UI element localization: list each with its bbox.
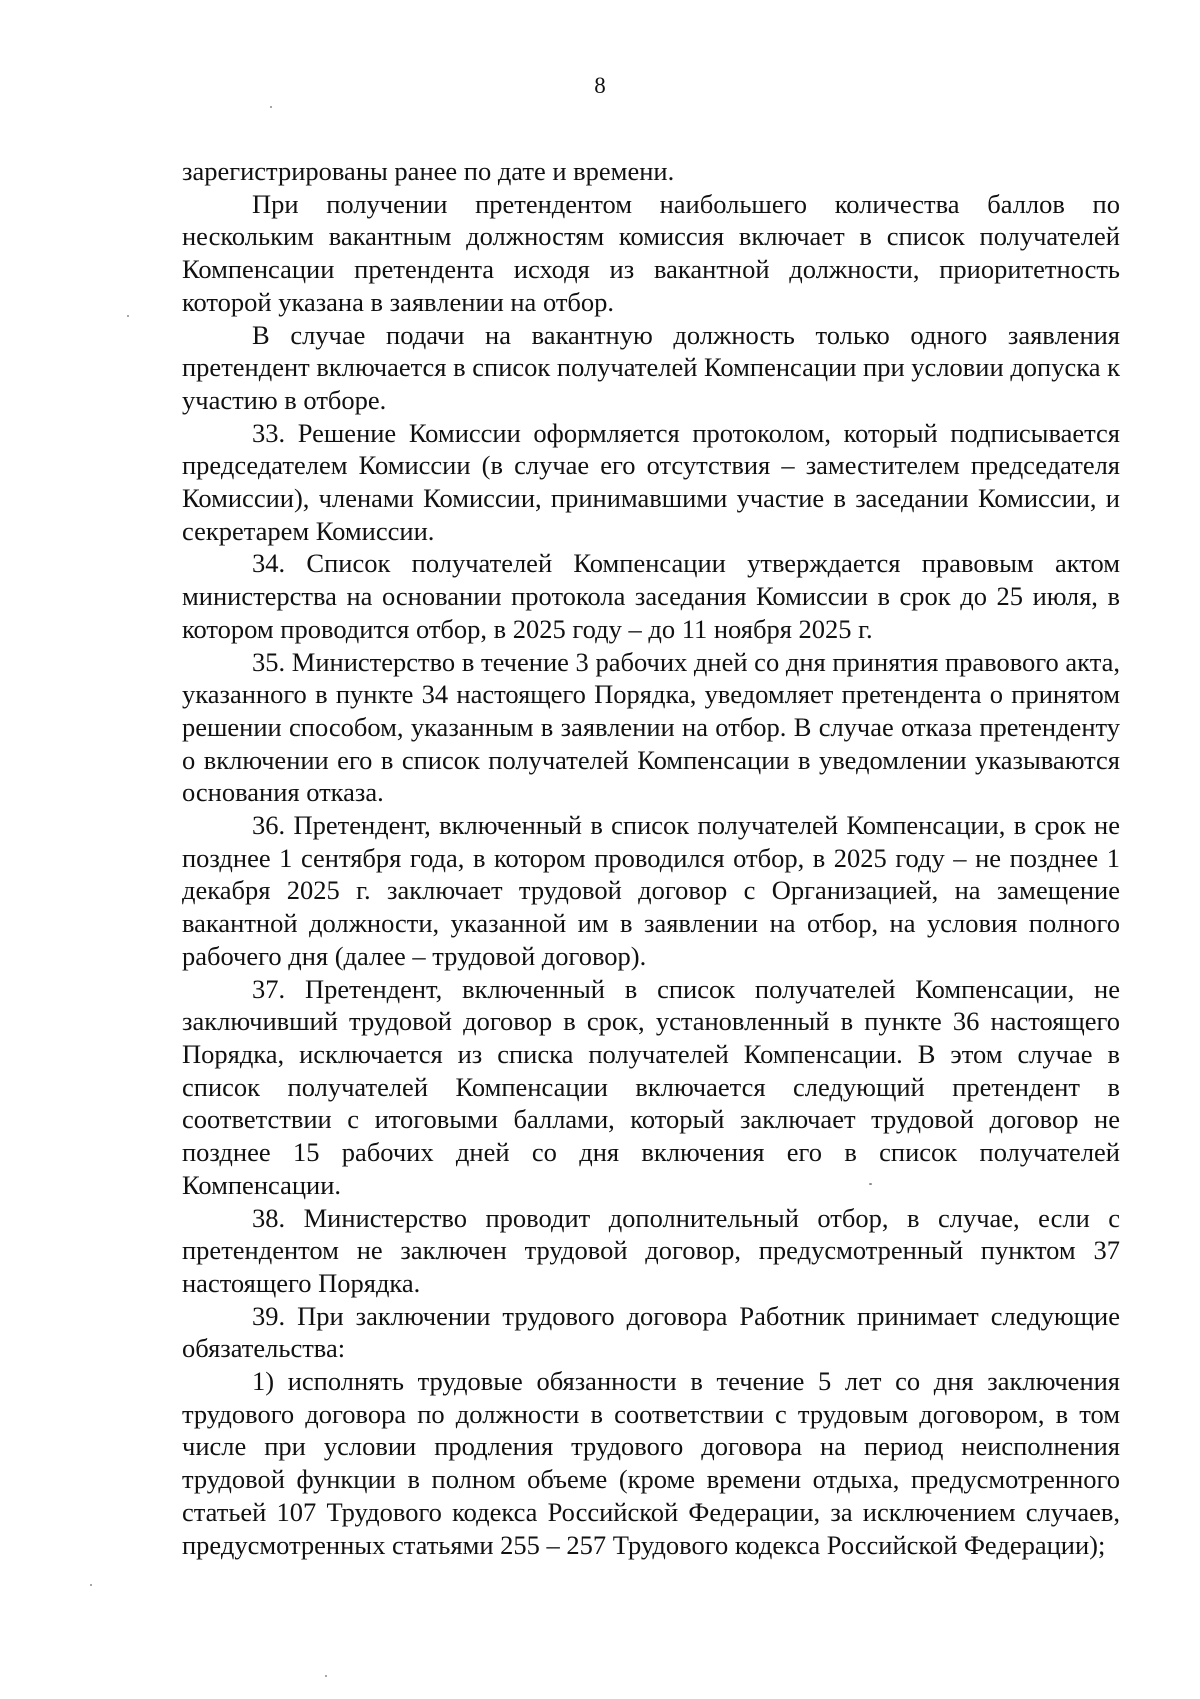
paragraph-item-39: 39. При заключении трудового договора Работник принимает следующие обязательства: — [182, 1300, 1120, 1364]
page-number: 8 — [594, 73, 606, 98]
paragraph-item-35: 35. Министерство в течение 3 рабочих дней со дня принятия правового акта, указанного в пункте 34 настоящего Порядка, уведомляет претендента о принятом решении способом, указанным в заявлении на отбор. В случае отказа претенденту о включении его в список получателей Компенсации в уведомлении указываются основания отказа. — [182, 646, 1120, 808]
paragraph-item-34: 34. Список получателей Компенсации утверждается правовым актом министерства на основании протокола заседания Комиссии в срок до 25 июля, в котором проводится отбор, в 2025 году – до 11 ноября 2025 г. — [182, 548, 1120, 644]
scan-speck — [270, 106, 272, 108]
document-body — [182, 155, 1120, 1561]
scan-speck — [90, 1584, 92, 1586]
paragraph-obligation-1: 1) исполнять трудовые обязанности в течение 5 лет со дня заключения трудового договора по должности в соответствии с трудовым договором, в том числе при условии продления трудового договора на период неисполнения трудовой функции в полном объеме (кроме времени отдыха, предусмотренного статьей 107 Трудового кодекса Российской Федерации, за исключением случаев, предусмотренных статьями 255 – 257 Трудового кодекса Российской Федерации); — [182, 1366, 1120, 1560]
scan-speck — [869, 1183, 872, 1185]
scan-speck — [127, 315, 129, 317]
scan-speck — [325, 1675, 327, 1677]
paragraph-continuation: зарегистрированы ранее по дате и времени. — [182, 156, 675, 186]
paragraph-priority-rule: При получении претендентом наибольшего количества баллов по нескольким вакантным должностям комиссия включает в список получателей Компенсации претендента исходя из вакантной должности, приоритетность которой указана в заявлении на отбор. — [182, 188, 1120, 317]
paragraph-item-33: 33. Решение Комиссии оформляется протоколом, который подписывается председателем Комиссии (в случае его отсутствия – заместителем председателя Комиссии), членами Комиссии, принимавшими участие в заседании Комиссии, и секретарем Комиссии. — [182, 417, 1120, 546]
paragraph-item-36: 36. Претендент, включенный в список получателей Компенсации, в срок не позднее 1 сентября года, в котором проводился отбор, в 2025 году – не позднее 1 декабря 2025 г. заключает трудовой договор с Организацией, на замещение вакантной должности, указанной им в заявлении на отбор, на условия полного рабочего дня (далее – трудовой договор). — [182, 810, 1120, 971]
paragraph-item-37: 37. Претендент, включенный в список получателей Компенсации, не заключивший трудовой договор в срок, установленный в пункте 36 настоящего Порядка, исключается из списка получателей Компенсации. В этом случае в список получателей Компенсации включается следующий претендент в соответствии с итоговыми баллами, который заключает трудовой договор не позднее 15 рабочих дней со дня включения его в список получателей Компенсации. — [182, 973, 1120, 1200]
paragraph-single-application: В случае подачи на вакантную должность только одного заявления претендент включается в список получателей Компенсации при условии допуска к участию в отборе. — [182, 319, 1120, 415]
paragraph-item-38: 38. Министерство проводит дополнительный отбор, в случае, если с претендентом не заключен трудовой договор, предусмотренный пунктом 37 настоящего Порядка. — [182, 1202, 1120, 1298]
